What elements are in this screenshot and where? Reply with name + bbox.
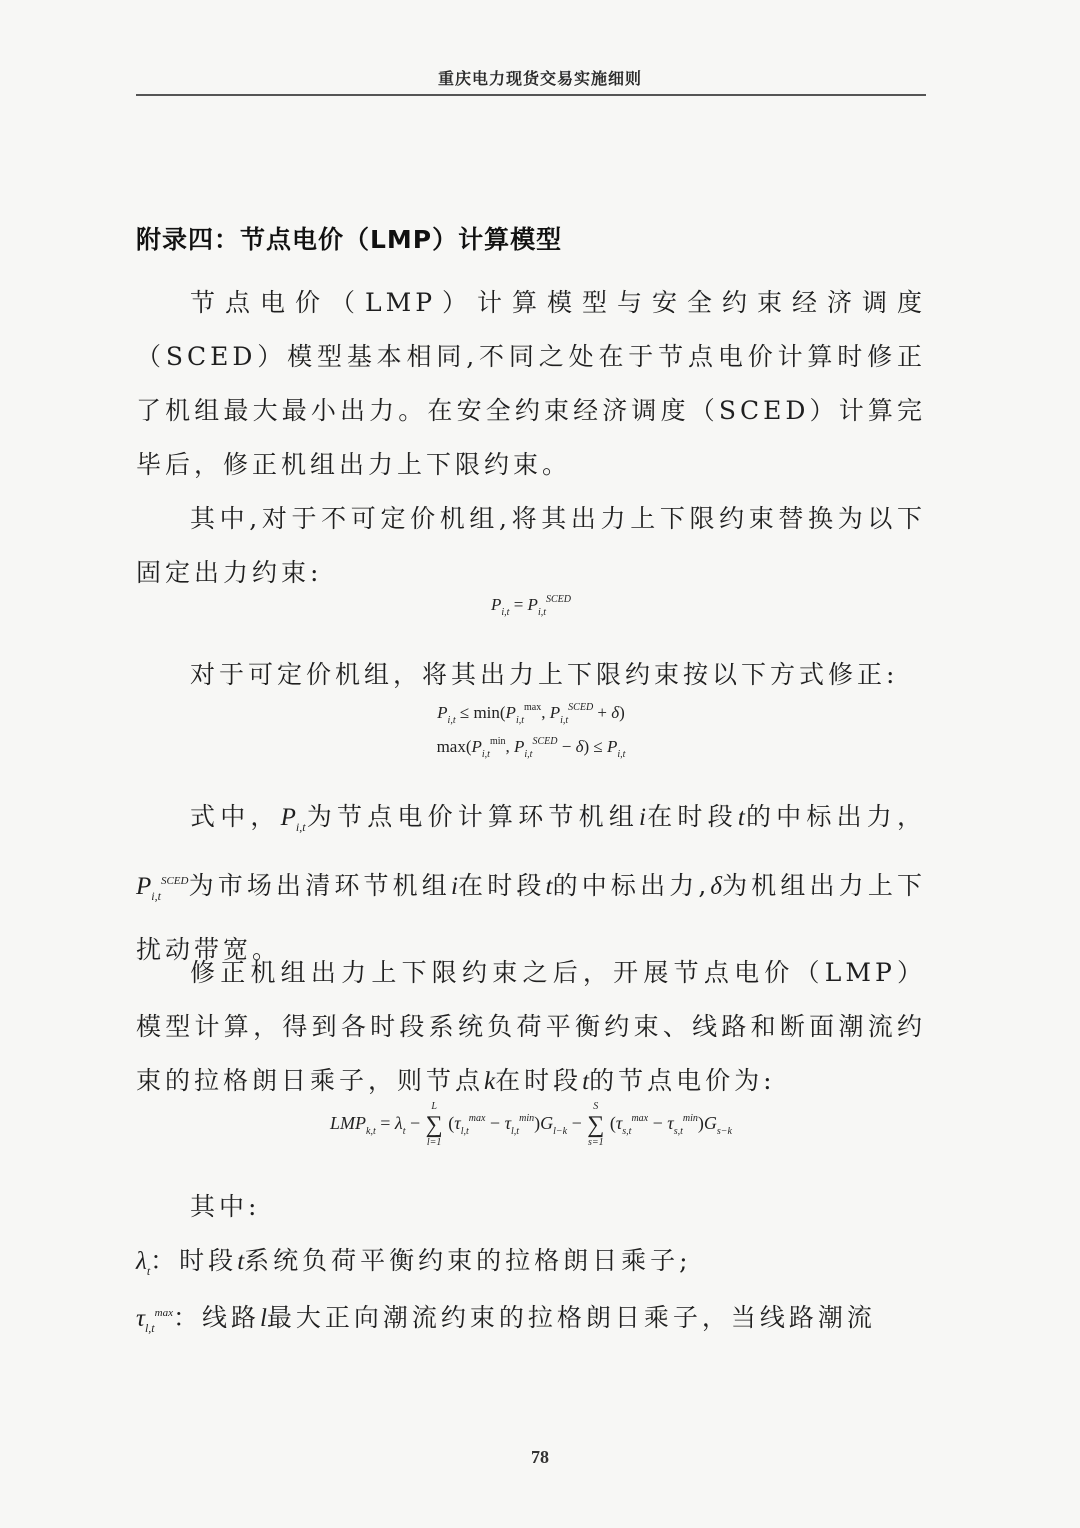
eq-symbol: P <box>527 595 538 614</box>
eq-subscript: i,t <box>537 607 546 618</box>
header-rule <box>136 94 926 96</box>
definition-lambda: $\lambda_t$：时段t系统负荷平衡约束的拉格朗日乘子; <box>136 1246 692 1278</box>
appendix-title: 附录四：节点电价（LMP）计算模型 <box>136 225 563 254</box>
paragraph-intro: 节点电价（LMP）计算模型与安全约束经济调度（SCED）模型基本相同,不同之处在于节点电价计算时修正了机组最大最小出力。在安全约束经济调度（SCED）计算完毕后，修正机组出力上下限约束。 <box>136 288 926 479</box>
eq-superscript: SCED <box>546 594 571 605</box>
paragraph-fixed-output: 其中,对于不可定价机组,将其出力上下限约束替换为以下固定出力约束: <box>136 504 926 587</box>
paragraph-lmp-calculation: 修正机组出力上下限约束之后，开展节点电价（LMP）模型计算，得到各时段系统负荷平衡约束、线路和断面潮流约束的拉格朗日乘子，则节点k在时段t的节点电价为: <box>136 958 926 1095</box>
equation-fixed-output: $P_{i,t} = P_{i,t}^{SCED}$ <box>491 594 571 618</box>
paragraph-definitions: 式中，$P_{i,t}$为节点电价计算环节机组i在时段t的中标出力，$P_{i,t}^{SCED}$为市场出清环节机组i在时段t的中标出力,δ为机组出力上下扰动带宽。 <box>136 802 926 964</box>
eq-symbol: P <box>491 595 502 614</box>
equation-lmp: $LMP_{k,t} = \lambda_t - L$ ∑ l=1 $(\tau_{l,t}^{max} - \tau_{l,t}^{min})G_{l-k} - S$ ∑ s=1 $(\tau_{s,t}^{max} - \tau_{s,t}^{min})G_{s-k}$ <box>330 1101 732 1148</box>
eq-subscript: i,t <box>501 607 510 618</box>
paragraph-where: 其中: <box>190 1192 261 1221</box>
page-number: 78 <box>531 1447 549 1467</box>
definition-tau-max: $\tau_{l,t}^{max}$：线路l最大正向潮流约束的拉格朗日乘子，当线路潮流 <box>136 1303 876 1335</box>
equation-lower-bound: $\max(P_{i,t}^{min}$, $P_{i,t}^{SCED} - \delta) \le P_{i,t}$ <box>436 736 626 760</box>
paragraph-priceable-units: 对于可定价机组，将其出力上下限约束按以下方式修正: <box>190 660 899 689</box>
equation-upper-bound: $P_{i,t} \le \min(P_{i,t}^{max}$, $P_{i,t}^{SCED} + \delta$) <box>437 702 625 726</box>
running-header: 重庆电力现货交易实施细则 <box>437 69 642 88</box>
summation-sections: S ∑ s=1 <box>587 1101 605 1148</box>
summation-lines: L ∑ l=1 <box>425 1101 443 1148</box>
